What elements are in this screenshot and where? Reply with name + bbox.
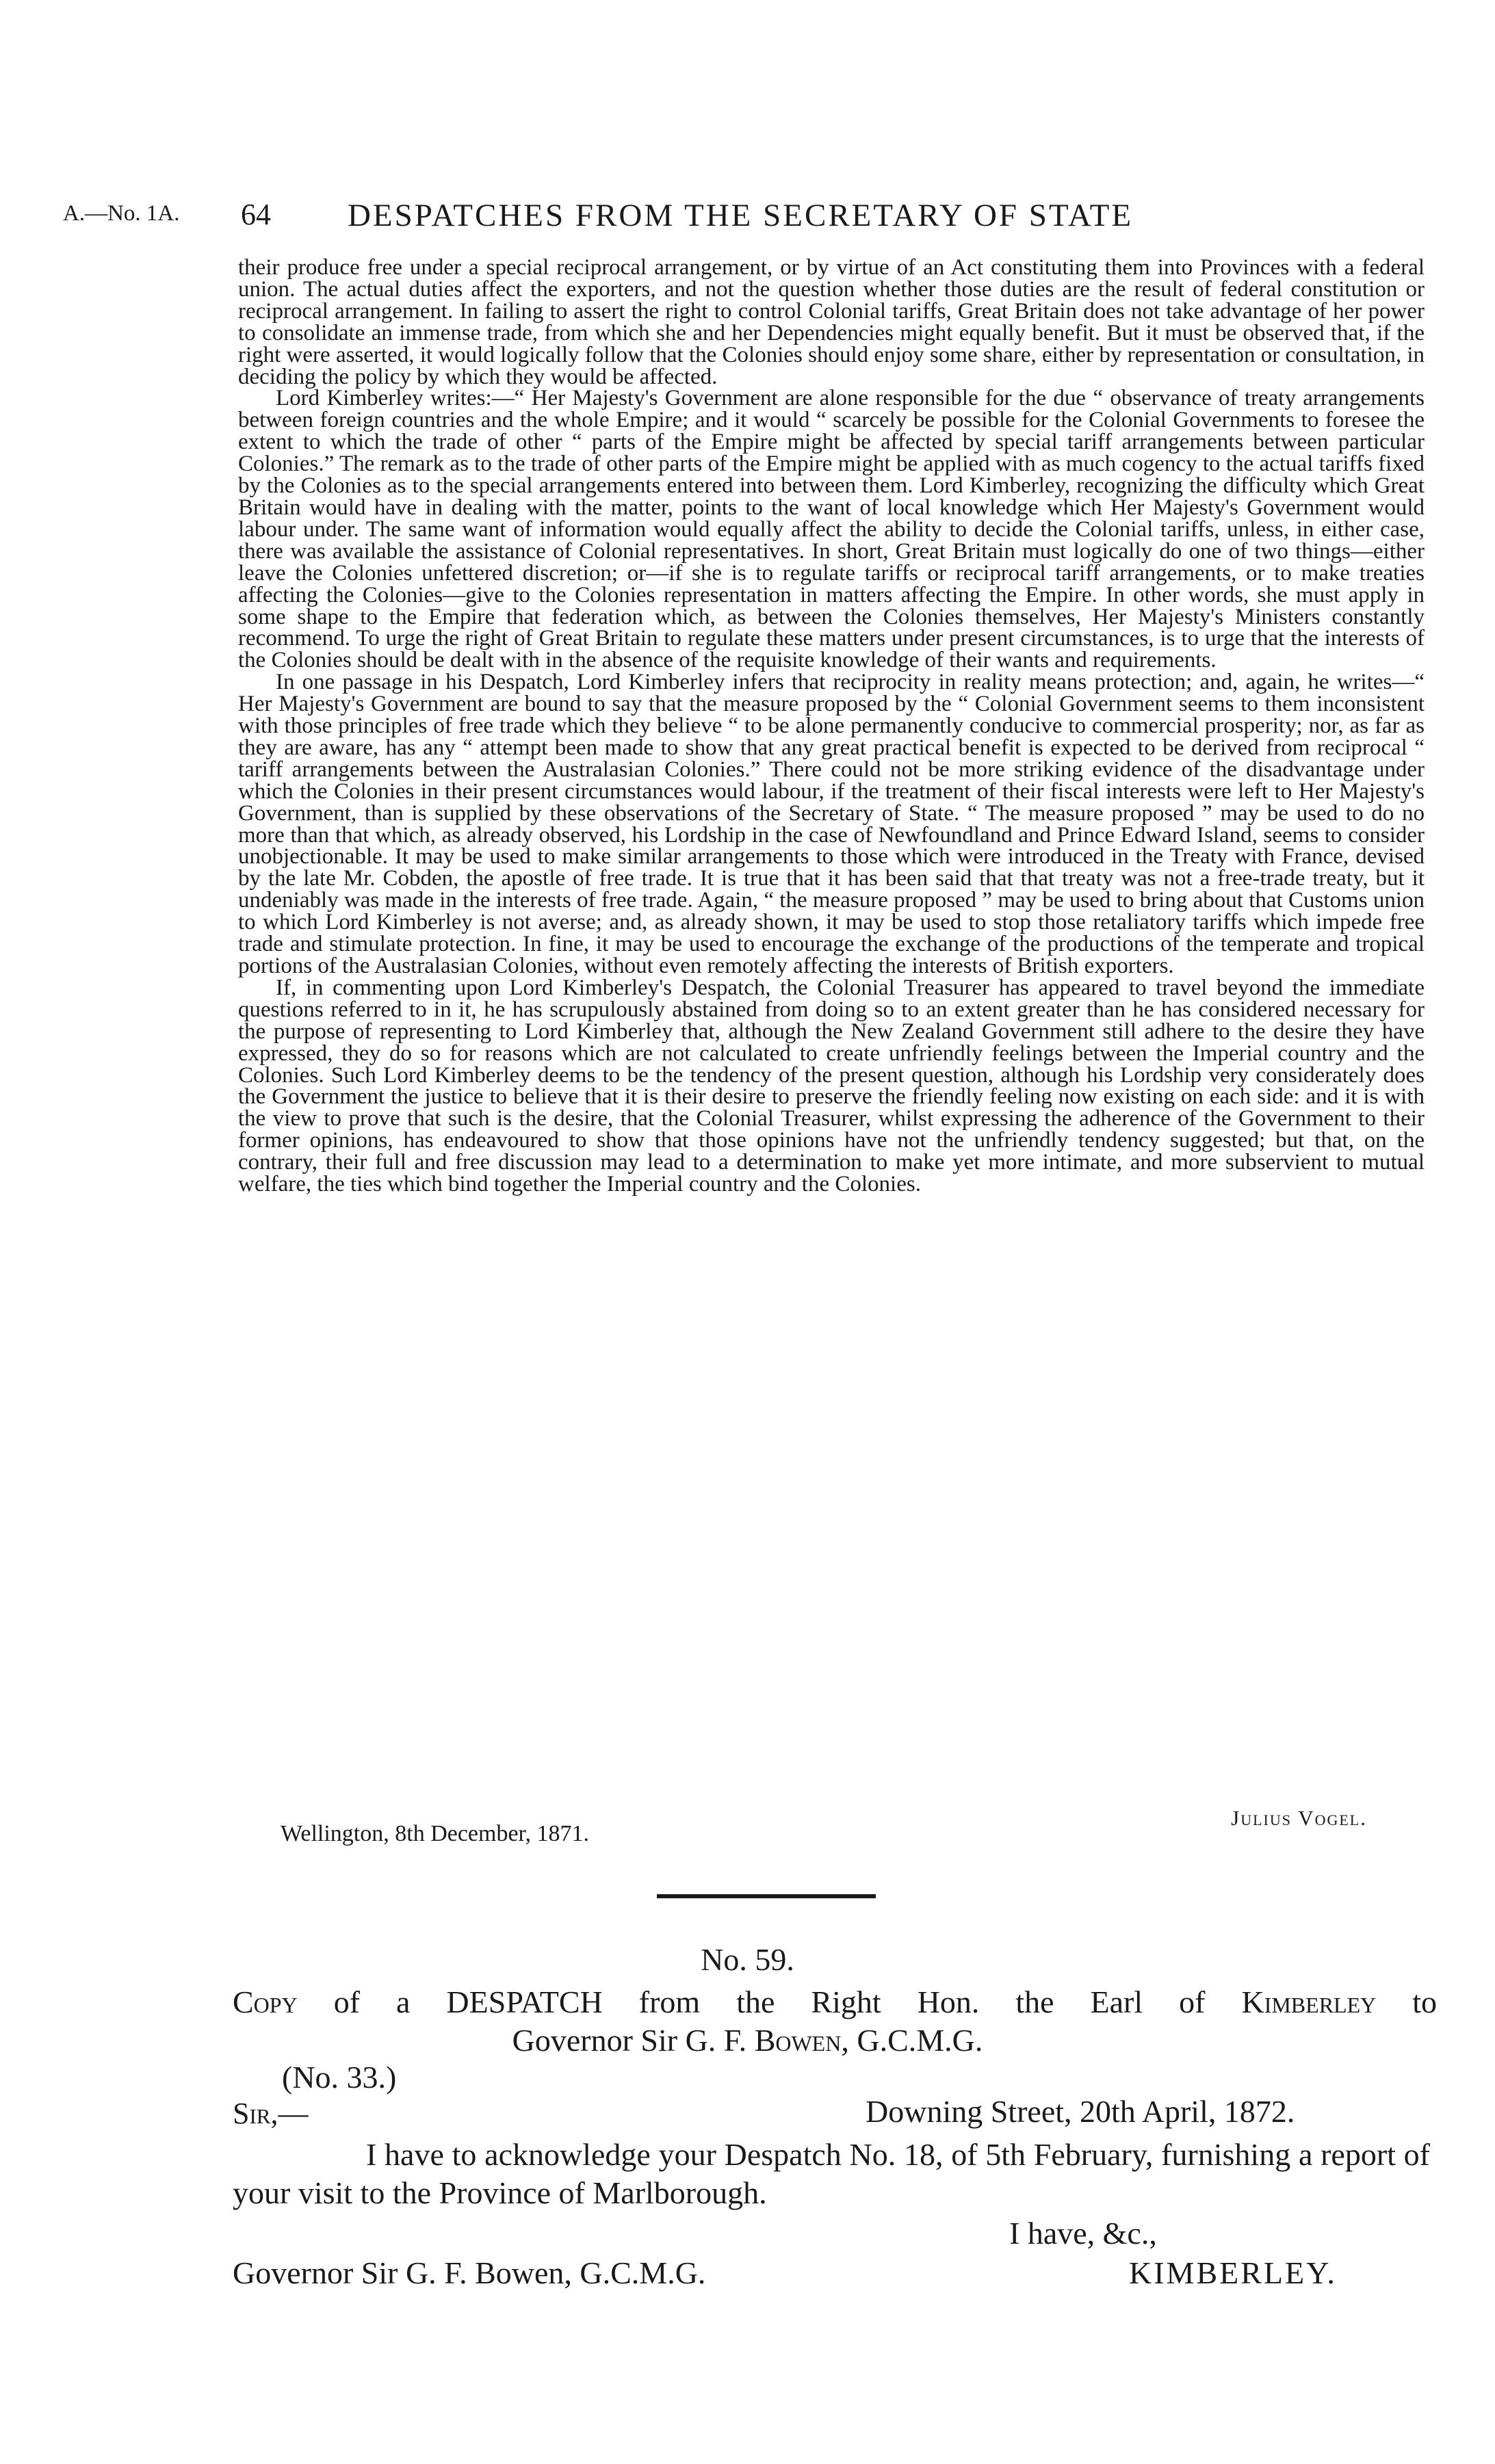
- despatch-heading-line2: [0, 2022, 1495, 2058]
- running-title: DESPATCHES FROM THE SECRETARY OF STATE: [347, 198, 1134, 233]
- heading-copy: Copy: [233, 1984, 298, 2019]
- letter-paragraph: I have to acknowledge your Despatch No. 18, of 5th February, furnishing a report of your visit to the Province of Marlborough.: [233, 2137, 1430, 2210]
- heading-middle: of a DESPATCH from the Right Hon. the Earl of: [333, 1984, 1206, 2019]
- section-divider: [657, 1894, 876, 1898]
- heading-line2-pre: Governor Sir G. F.: [512, 2023, 747, 2058]
- despatch-number: No. 59.: [701, 1942, 794, 1977]
- addressee: Governor Sir G. F. Bowen, G.C.M.G.: [233, 2255, 706, 2290]
- paragraph: their produce free under a special reciprocal arrangement, or by virtue of an Act constituting them into Provinces with a federal union. The actual duties affect the exporters, and not the question whether those duties are the result of federal constitution or reciprocal arrangement. In failing to assert the right to control Colonial tariffs, Great Britain does not take advantage of her power to consolidate an immense trade, from which she and her Dependencies might equally benefit. But it must be observed that, if the right were asserted, it would logically follow that the Colonies should enjoy some share, either by representation or consultation, in deciding the policy by which they would be affected.: [238, 255, 1425, 389]
- heading-name: Kimberley: [1241, 1984, 1377, 2019]
- heading-line2-post: , G.C.M.G.: [841, 2023, 983, 2058]
- place-date: Wellington, 8th December, 1871.: [281, 1821, 590, 1846]
- closing: I have, &c.,: [1009, 2216, 1157, 2251]
- despatch-heading-line1: [233, 1984, 1437, 2020]
- paragraph: Lord Kimberley writes:—“ Her Majesty's Government are alone responsible for the due “ observance of treaty arrangements between foreign countries and the whole Empire; and it would “ scarcely be possible for the Colonial Governments to foresee the extent to which the trade of other “ parts of the Empire might be affected by special tariff arrangements between particular Colonies.” The remark as to the trade of other parts of the Empire might be applied with as much cogency to the actual tariffs fixed by the Colonies as to the special arrangements entered into between them. Lord Kimberley, recognizing the difficulty which Great Britain would have in dealing with the matter, points to the want of local knowledge which Her Majesty's Government would labour under. The same want of information would equally affect the ability to decide the Colonial tariffs, unless, in either case, there was available the assistance of Colonial representatives. In short, Great Britain must logically do one of two things—either leave the Colonies unfettered discretion; or—if she is to regulate tariffs or reciprocal tariff arrangements, or to make treaties affecting the Colonies—give to the Colonies representation in matters affecting the Empire. In other words, she must apply in some shape to the Empire that federation which, as between the Colonies themselves, Her Majesty's Ministers constantly recommend. To urge the right of Great Britain to regulate these matters under present circumstances, is to urge that the interests of the Colonies should be dealt with in the absence of the requisite knowledge of their wants and requirements.: [238, 386, 1425, 673]
- heading-to: to: [1412, 1984, 1438, 2019]
- signer: KIMBERLEY.: [1129, 2255, 1337, 2290]
- page-number: 64: [241, 198, 271, 231]
- despatch-body: [238, 257, 1425, 1196]
- signature: Julius Vogel.: [1231, 1806, 1367, 1830]
- salutation: Sir,—: [233, 2097, 309, 2130]
- paragraph: If, in commenting upon Lord Kimberley's Despatch, the Colonial Treasurer has appeared to travel beyond the immediate questions referred to in it, he has scrupulously abstained from doing so to an extent greater than he has considered necessary for the purpose of representing to Lord Kimberley that, although the New Zealand Government still adhere to the desire they have expressed, they do so for reasons which are not calculated to create unfriendly feelings between the Imperial country and the Colonies. Such Lord Kimberley deems to be the tendency of the present question, although his Lordship very considerately does the Government the justice to believe that it is their desire to preserve the friendly feeling now existing on each side: and it is with the view to prove that such is the desire, that the Colonial Treasurer, whilst expressing the adherence of the Government to their former opinions, has endeavoured to show that those opinions have not the unfriendly tendency suggested; but that, on the contrary, their full and free discussion may lead to a determination to make yet more intimate, and more subservient to mutual welfare, the ties which bind together the Imperial country and the Colonies.: [238, 975, 1425, 1197]
- heading-line2-name: Bowen: [754, 2023, 842, 2058]
- sender-address: Downing Street, 20th April, 1872.: [866, 2094, 1295, 2129]
- document-reference: A.—No. 1A.: [63, 201, 180, 226]
- page-header: [63, 197, 1418, 238]
- letter-body: [233, 2136, 1430, 2212]
- despatch-ref-number: (No. 33.): [282, 2060, 397, 2095]
- paragraph: In one passage in his Despatch, Lord Kimberley infers that reciprocity in reality means protection; and, again, he writes—“ Her Majesty's Government are bound to say that the measure proposed by the “ Colonial Government seems to them inconsistent with those principles of free trade which they believe “ to be alone permanently conducive to commercial prosperity; nor, as far as they are aware, has any “ attempt been made to show that any great practical benefit is expected to be derived from reciprocal “ tariff arrangements between the Australasian Colonies.” There could not be more striking evidence of the disadvantage under which the Colonies in their present circumstances would labour, if the treatment of their fiscal interests were left to Her Majesty's Government, than is supplied by these observations of the Secretary of State. “ The measure proposed ” may be used to do no more than that which, as already observed, his Lordship in the case of Newfoundland and Prince Edward Island, seems to consider unobjectionable. It may be used to make similar arrangements to those which were introduced in the Treaty with France, devised by the late Mr. Cobden, the apostle of free trade. It is true that it has been said that that treaty was not a free-trade treaty, but it undeniably was made in the interests of free trade. Again, “ the measure proposed ” may be used to bring about that Customs union to which Lord Kimberley is not averse; and, as already shown, it may be used to stop those retaliatory tariffs which impede free trade and stimulate protection. In fine, it may be used to encourage the exchange of the productions of the temperate and tropical portions of the Australasian Colonies, without even remotely affecting the interests of British exporters.: [238, 670, 1425, 978]
